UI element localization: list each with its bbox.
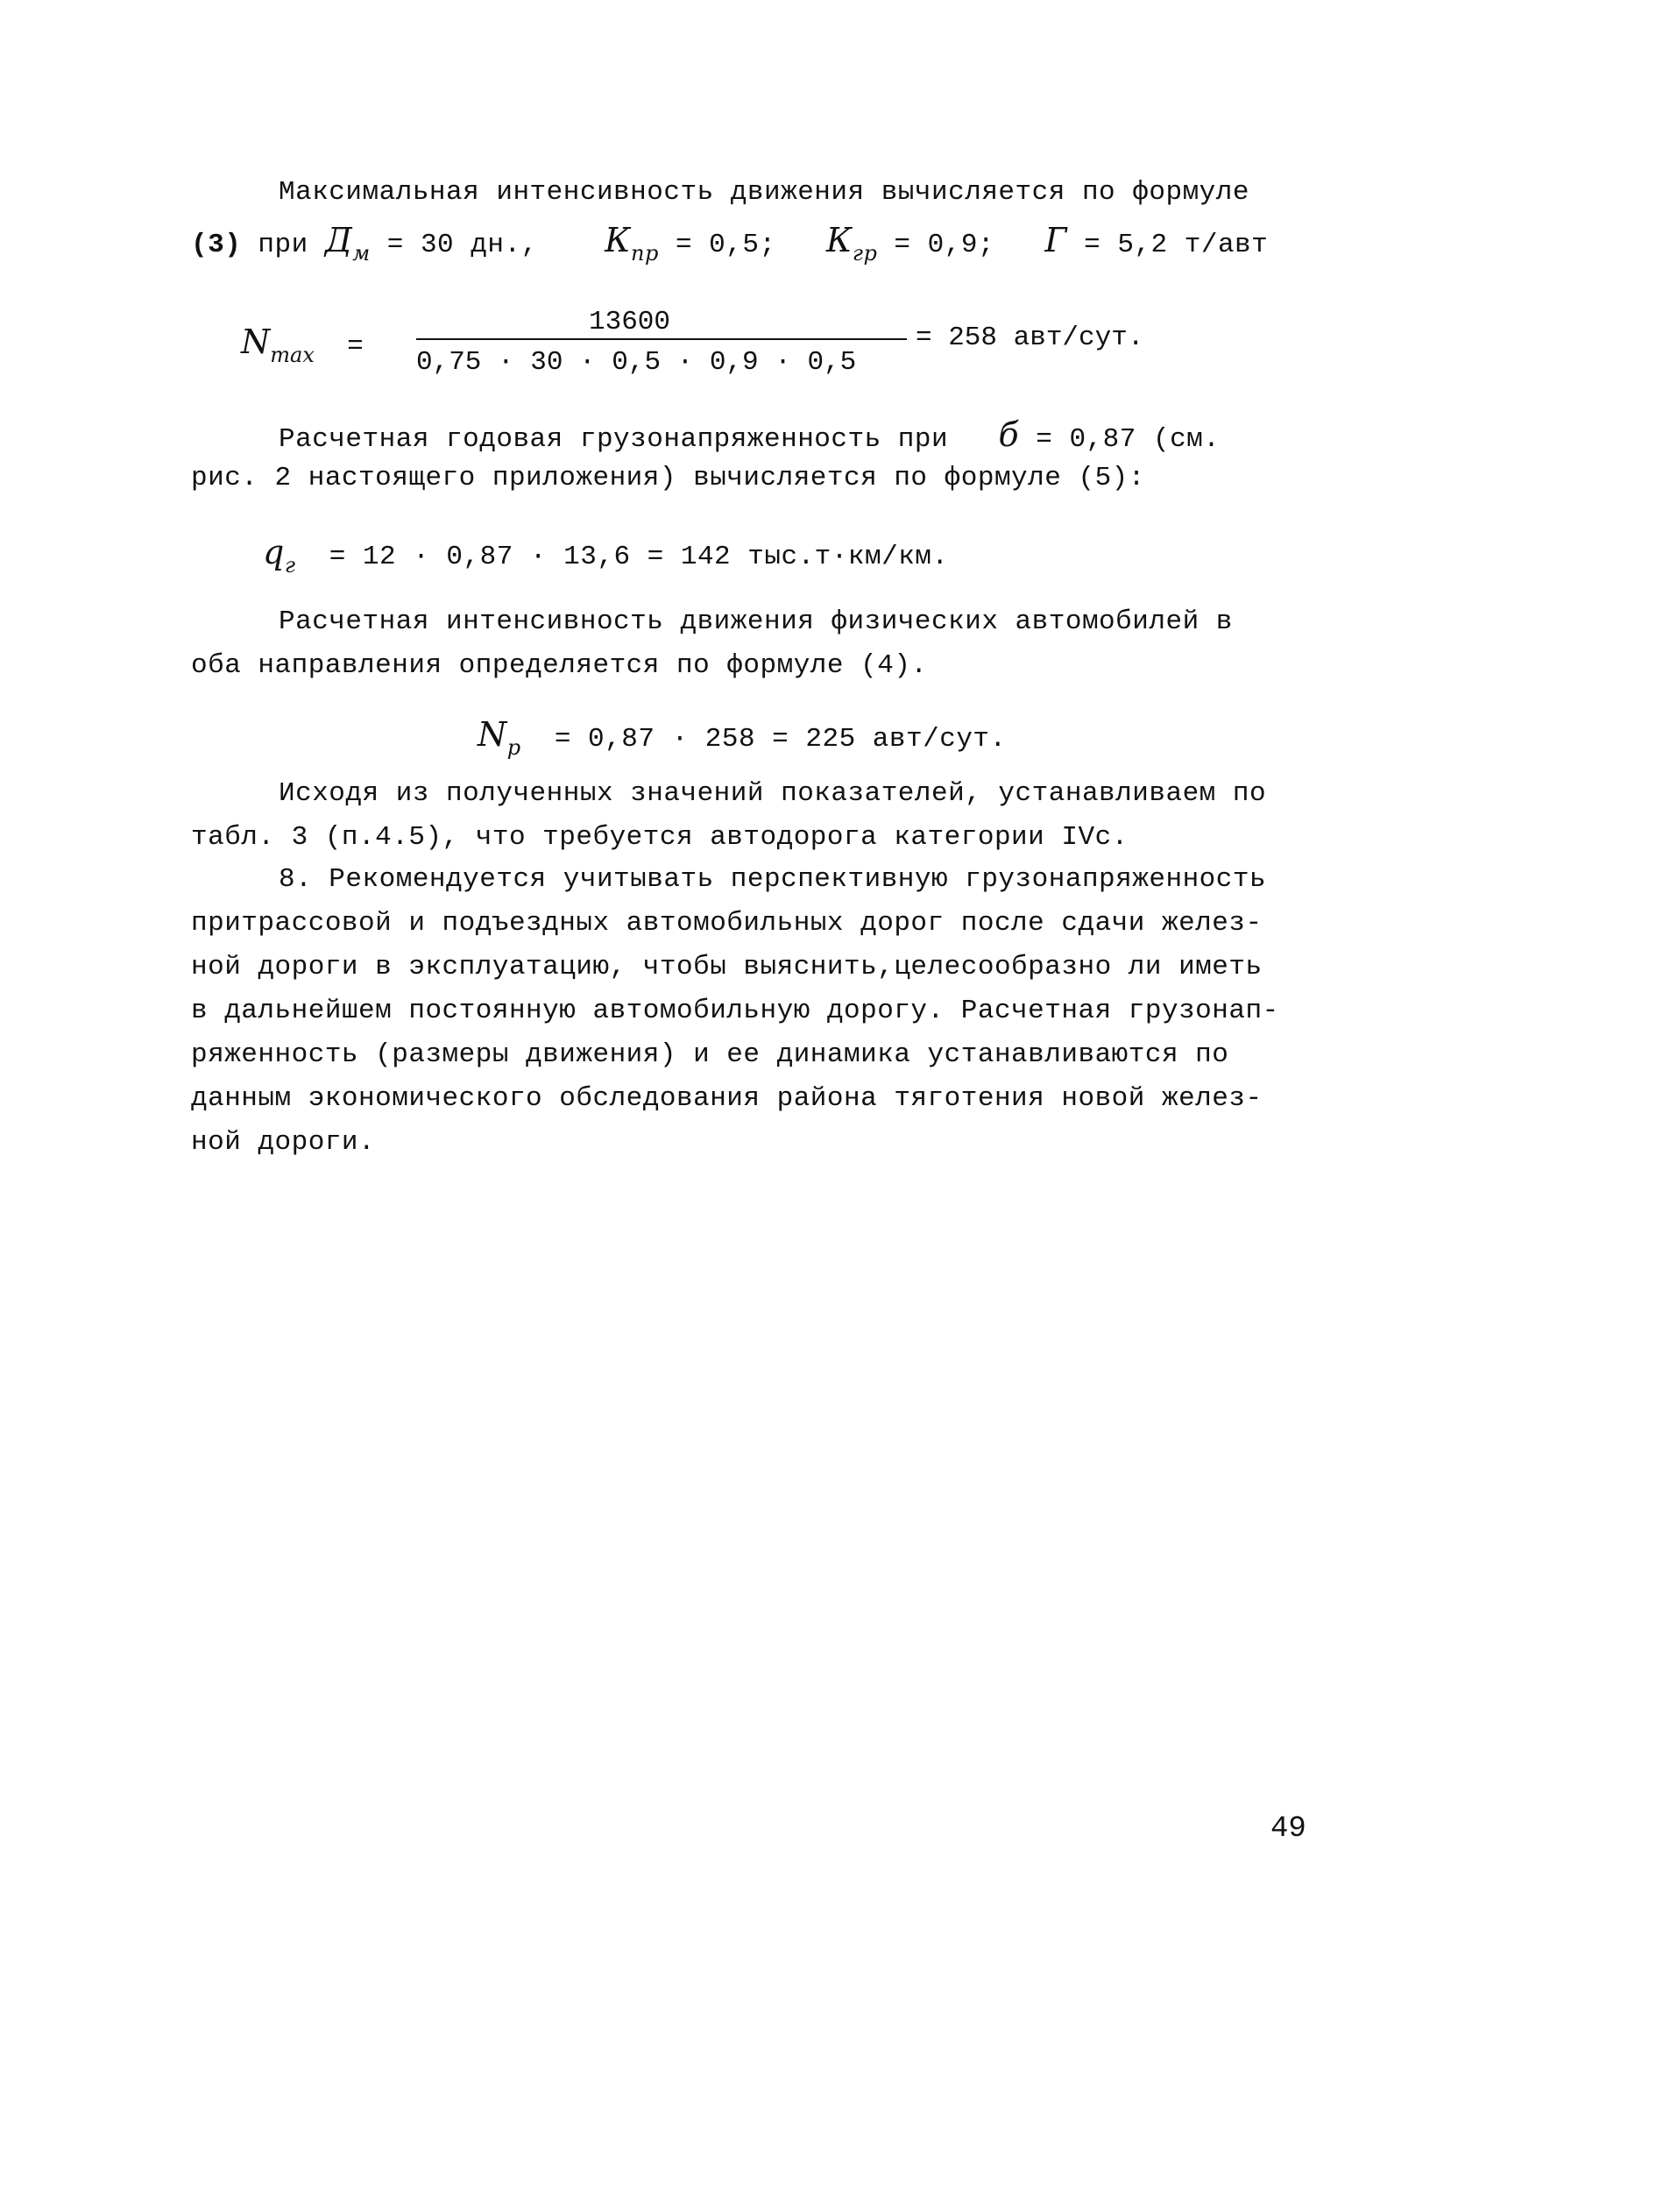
- d-value: = 30 дн.,: [370, 230, 538, 260]
- g-value: = 5,2 т/авт: [1067, 230, 1269, 260]
- para5-line7: ной дороги.: [191, 1127, 376, 1158]
- formula3: [478, 715, 1007, 760]
- formula1-denominator: 0,75 · 30 · 0,5 · 0,9 · 0,5: [416, 347, 857, 378]
- fraction-bar: [416, 338, 907, 340]
- para2-text: Расчетная годовая грузонапряженность при: [279, 424, 949, 455]
- g-symbol: Г: [1044, 221, 1068, 259]
- k-gr-symbol: К: [825, 221, 853, 259]
- para3-line1: Расчетная интенсивность движения физических автомобилей в: [279, 606, 1233, 637]
- n-p-symbol: N: [478, 715, 507, 754]
- formula1-result: = 258 авт/сут.: [916, 323, 1144, 353]
- formula1-lhs: [241, 323, 364, 367]
- n-max-subscript: max: [270, 343, 315, 367]
- formula1-eq: =: [347, 331, 364, 362]
- n-max-symbol: N: [241, 323, 271, 361]
- text-at: при: [241, 230, 325, 260]
- page-number: 49: [1270, 1812, 1306, 1846]
- para3-line2: оба направления определяется по формуле (4).: [191, 650, 928, 681]
- k-pr-value: = 0,5;: [658, 230, 776, 260]
- k-pr-subscript: пр: [631, 241, 659, 266]
- d-symbol: Д: [324, 221, 353, 259]
- formula1-numerator: 13600: [589, 307, 671, 337]
- d-subscript: м: [352, 241, 371, 266]
- formula2-expr: = 12 · 0,87 · 13,6 = 142 тыс.т·км/км.: [329, 542, 949, 572]
- para4-line2: табл. 3 (п.4.5), что требуется автодорога категории IVс.: [191, 822, 1129, 853]
- para5-line2: притрассовой и подъездных автомобильных дорог после сдачи желез-: [191, 908, 1263, 939]
- para2-line1: [279, 417, 1220, 457]
- para5-line5: ряженность (размеры движения) и ее динамика устанавливаются по: [191, 1039, 1229, 1070]
- para4-line1: Исходя из полученных значений показателей, устанавливаем по: [279, 778, 1267, 809]
- formula-ref: (3): [191, 230, 242, 260]
- sigma-symbol: б: [998, 415, 1020, 454]
- para5-line3: ной дороги в эксплуатацию, чтобы выяснить,целесообразно ли иметь: [191, 952, 1263, 982]
- n-p-subscript: р: [506, 735, 521, 760]
- k-gr-value: = 0,9;: [877, 230, 995, 260]
- para1-line1: Максимальная интенсивность движения вычисляется по формуле: [279, 177, 1249, 208]
- k-gr-subscript: гр: [852, 241, 878, 266]
- q-symbol: q: [263, 533, 285, 571]
- para5-line1: 8. Рекомендуется учитывать перспективную грузонапряженность: [279, 864, 1267, 895]
- sigma-value: = 0,87 (см.: [1019, 424, 1221, 455]
- formula2: [263, 533, 949, 578]
- para5-line4: в дальнейшем постоянную автомобильную дорогу. Расчетная грузонап-: [191, 996, 1279, 1026]
- formula3-expr: = 0,87 · 258 = 225 авт/сут.: [554, 724, 1007, 755]
- para5-line6: данным экономического обследования района тяготения новой желез-: [191, 1083, 1263, 1114]
- para1-line2: [191, 221, 1269, 266]
- para2-line2: рис. 2 настоящего приложения) вычисляется по формуле (5):: [191, 463, 1145, 493]
- q-subscript: г: [284, 553, 296, 578]
- k-pr-symbol: К: [605, 221, 632, 259]
